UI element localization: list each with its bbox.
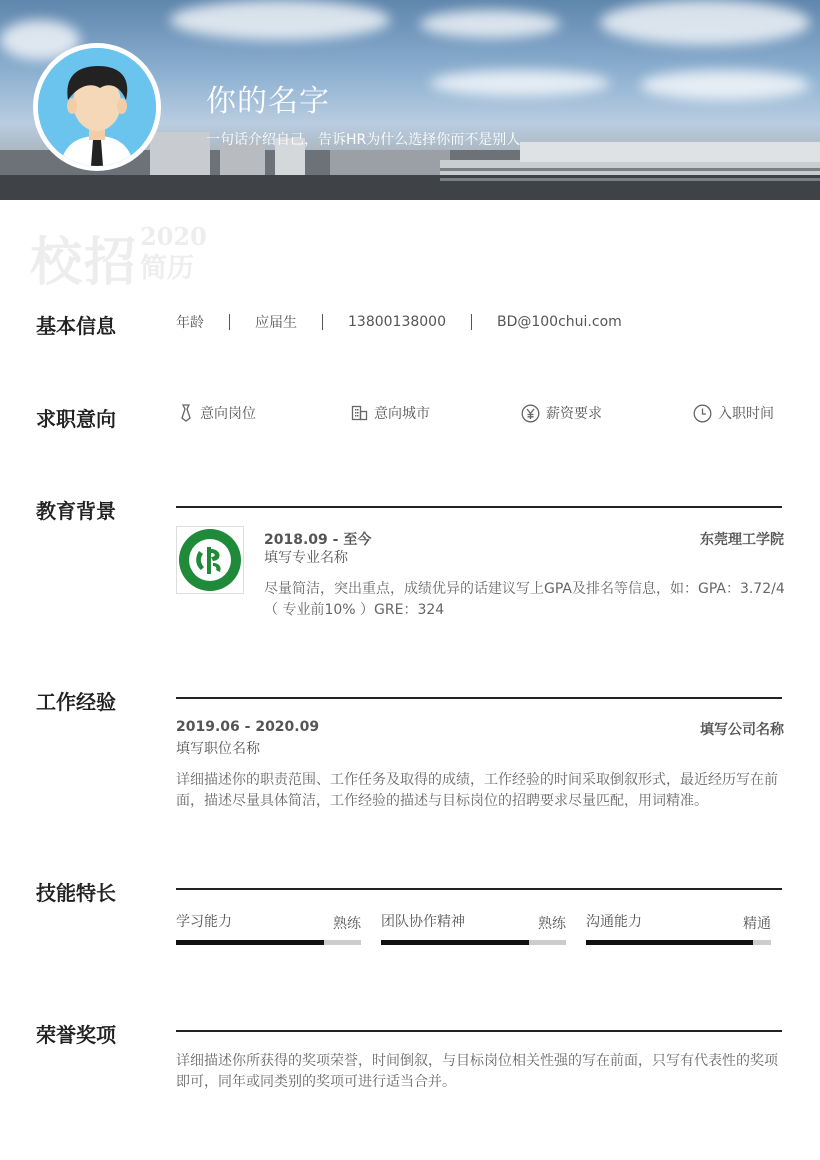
skill-level: 精通: [743, 916, 771, 932]
info-email: BD@100chui.com: [496, 314, 622, 330]
intent-position: [178, 403, 256, 423]
section-title-skills: 技能特长: [36, 881, 116, 905]
work-company: 填写公司名称: [700, 722, 784, 738]
skill-level: 熟练: [333, 916, 361, 932]
person-icon: [38, 48, 156, 166]
header-banner: [0, 0, 820, 200]
user-name: 你的名字: [206, 84, 330, 119]
education-school: 东莞理工学院: [700, 532, 784, 548]
skill-name: 团队协作精神: [381, 914, 465, 930]
intent-salary-label: 薪资要求: [546, 406, 602, 422]
info-phone: 13800138000: [348, 314, 446, 330]
divider: [229, 314, 230, 330]
intent-salary: [521, 403, 602, 423]
tie-icon: [178, 404, 194, 422]
intent-start-time: [693, 403, 774, 423]
section-rule: [176, 506, 782, 508]
watermark-text: 校招: [30, 232, 139, 293]
section-title-basic-info: 基本信息: [36, 314, 116, 338]
skill-bar: [176, 940, 361, 945]
section-rule: [176, 697, 782, 699]
watermark-subtext: 简历: [140, 253, 194, 284]
intent-start-time-label: 入职时间: [718, 406, 774, 422]
section-rule: [176, 888, 782, 890]
skill-bar: [586, 940, 771, 945]
skill-bar-fill: [381, 940, 529, 945]
education-period: 2018.09 - 至今: [264, 532, 372, 548]
yen-icon: [521, 404, 540, 423]
intent-position-label: 意向岗位: [200, 406, 256, 422]
skill-name: 学习能力: [176, 914, 232, 930]
skill-name: 沟通能力: [586, 914, 642, 930]
education-description: 尽量简洁，突出重点，成绩优异的话建议写上GPA及排名等信息，如：GPA：3.72/4（ 专业前10% ）GRE：324: [264, 581, 785, 618]
section-title-work: 工作经验: [36, 690, 116, 714]
avatar: [33, 43, 161, 171]
basic-info-row: [176, 312, 622, 332]
divider: [471, 314, 472, 330]
section-title-intent: 求职意向: [36, 407, 116, 431]
section-rule: [176, 1030, 782, 1032]
work-period: 2019.06 - 2020.09: [176, 719, 320, 735]
school-emblem-icon: [177, 527, 243, 593]
skill-bar-fill: [586, 940, 753, 945]
user-tagline: 一句话介绍自己，告诉HR为什么选择你而不是别人: [206, 132, 521, 148]
intent-city-label: 意向城市: [374, 406, 430, 422]
section-title-education: 教育背景: [36, 499, 116, 523]
section-title-honors: 荣誉奖项: [36, 1023, 116, 1047]
watermark-year: 2020: [140, 222, 207, 251]
skill-bar-fill: [176, 940, 324, 945]
intent-city: [351, 403, 430, 423]
school-logo: [176, 526, 244, 594]
honors-description: 详细描述你所获得的奖项荣誉，时间倒叙，与目标岗位相关性强的写在前面，只写有代表性的奖项即可，同年或同类别的奖项可进行适当合并。: [176, 1053, 778, 1090]
education-major: 填写专业名称: [264, 550, 348, 566]
skill-bar: [381, 940, 566, 945]
clock-icon: [693, 404, 712, 423]
divider: [322, 314, 323, 330]
work-description: 详细描述你的职责范围、工作任务及取得的成绩，工作经验的时间采取倒叙形式，最近经历写在前面，描述尽量具体简洁，工作经验的描述与目标岗位的招聘要求尽量匹配，用词精准。: [176, 772, 778, 809]
skill-level: 熟练: [538, 916, 566, 932]
building-icon: [351, 405, 368, 421]
work-position: 填写职位名称: [176, 741, 260, 757]
info-age: 年龄: [176, 315, 204, 331]
info-status: 应届生: [255, 315, 297, 331]
